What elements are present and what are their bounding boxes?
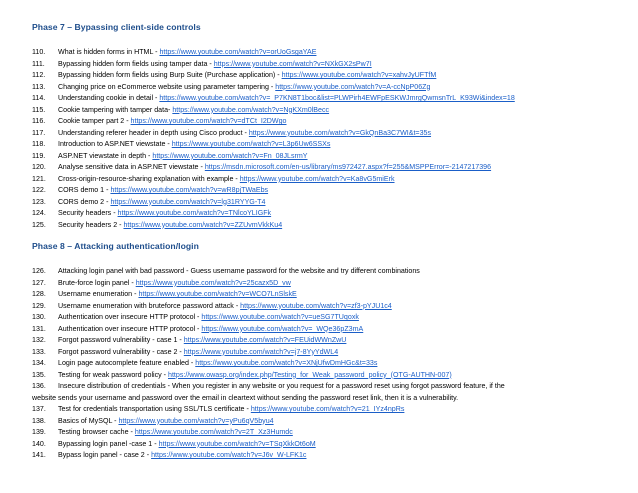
list-item-number: 120. xyxy=(32,163,46,171)
list-item-link[interactable]: https://www.youtube.com/watch?v=_WQe36pZ3mA xyxy=(201,324,364,333)
list-item xyxy=(32,47,638,59)
list-item xyxy=(32,347,638,359)
list-item-link[interactable]: https://www.youtube.com/watch?v=yPu6qV5byu4 xyxy=(118,416,274,425)
list-item-text xyxy=(58,427,293,439)
list-item-link[interactable]: https://www.youtube.com/watch?v=2T_Xz3Humdc xyxy=(134,428,293,436)
list-item xyxy=(32,220,638,232)
list-item-text xyxy=(58,151,308,163)
list-item xyxy=(32,139,638,151)
list-item-number: 141. xyxy=(32,451,46,459)
list-item xyxy=(32,185,638,197)
list-item-number: 115. xyxy=(32,105,46,114)
list-item-description: CORS demo 1 - xyxy=(58,186,111,194)
phase-7-list xyxy=(32,47,638,231)
list-item-number: 138. xyxy=(32,416,46,425)
list-item-number: 123. xyxy=(32,197,46,206)
list-item-number: 121. xyxy=(32,174,46,183)
list-item-number: 130. xyxy=(32,313,46,321)
list-item-link[interactable]: https://www.youtube.com/watch?v=21_IYz4npRs xyxy=(250,405,405,413)
list-item-description: Bypass login panel - case 2 - xyxy=(58,451,152,459)
list-item xyxy=(32,289,638,301)
list-item-number: 118. xyxy=(32,140,46,148)
list-item-link[interactable]: https://www.youtube.com/watch?v=Ka8vG5miErk xyxy=(239,174,395,183)
list-item-description: Authentication over insecure HTTP protocol - xyxy=(58,324,202,333)
list-item-link[interactable]: https://www.youtube.com/watch?v=FEUidWWnZwU xyxy=(183,336,347,344)
list-item-number: 116. xyxy=(32,117,46,125)
list-item-description: CORS demo 2 - xyxy=(58,197,111,206)
list-item-text xyxy=(58,450,306,462)
list-item-description: Authentication over insecure HTTP protocol - xyxy=(58,313,202,321)
list-item-number: 111. xyxy=(32,59,45,68)
list-item xyxy=(32,324,638,336)
list-item-description: Basics of MySQL - xyxy=(58,416,119,425)
list-item-text xyxy=(58,289,297,301)
list-item-description: Changing price on eCommerce website using parameter tampering - xyxy=(58,82,276,91)
list-item xyxy=(32,450,638,462)
list-item-text xyxy=(58,162,491,174)
list-item xyxy=(32,70,638,82)
list-item-continuation: website sends your username and password over the email in cleartext without sending the password reset link, then it is a vulnerability. xyxy=(32,393,459,402)
list-item-link[interactable]: https://www.youtube.com/watch?v=xahvJyUFTfM xyxy=(281,71,437,79)
list-item xyxy=(32,128,638,140)
list-item-number: 134. xyxy=(32,359,46,367)
list-item xyxy=(32,335,638,347)
list-item-number: 110. xyxy=(32,48,46,56)
list-item-link[interactable]: https://www.youtube.com/watch?v=NXkGX2sPw7I xyxy=(213,59,372,68)
list-item xyxy=(32,278,638,290)
list-item-text xyxy=(58,70,436,82)
list-item-text xyxy=(58,82,430,94)
list-item-link[interactable]: https://www.youtube.com/watch?v=TSqXkkOt6oM xyxy=(158,439,316,448)
list-item xyxy=(32,312,638,324)
list-item-text xyxy=(58,416,274,428)
list-item-text xyxy=(58,59,372,71)
list-item-number: 124. xyxy=(32,209,46,217)
list-item-description: Insecure distribution of credentials - When you register in any website or you request for a password reset using forgot password feature, if the xyxy=(58,382,505,390)
list-item-description: Security headers 2 - xyxy=(58,220,124,229)
list-item-link[interactable]: https://www.youtube.com/watch?v=ZZUvmVkkKu4 xyxy=(123,220,283,229)
list-item xyxy=(32,404,638,416)
list-item-text xyxy=(58,312,359,324)
list-item-number: 117. xyxy=(32,128,46,137)
list-item xyxy=(32,416,638,428)
phase-8-heading: Phase 8 – Attacking authentication/login xyxy=(32,241,199,251)
list-item-link[interactable]: https://www.youtube.com/watch?v=NgKXm0lBecc xyxy=(172,105,330,114)
list-item xyxy=(32,82,638,94)
list-item-number: 139. xyxy=(32,428,46,436)
list-item xyxy=(32,197,638,209)
list-item-description: Bypassing hidden form fields using Burp Suite (Purchase application) - xyxy=(58,71,282,79)
list-item-link[interactable]: https://www.youtube.com/watch?v=wR8pjTWaEbs xyxy=(110,186,269,194)
list-item xyxy=(32,151,638,163)
list-item-number: 128. xyxy=(32,290,46,298)
list-item-text xyxy=(58,220,282,232)
list-item-link[interactable]: https://www.youtube.com/watch?v=_P7KN8T1boc&list=PLWPirh4EWFpESKWJmrgQwmsnTrL_K93Wi&index=18 xyxy=(159,94,515,102)
list-item-link[interactable]: https://www.youtube.com/watch?v=WCO7LnSlskE xyxy=(138,290,297,298)
list-item-link[interactable]: https://www.youtube.com/watch?v=Fn_08JLsrmY xyxy=(152,151,308,160)
list-item-description: Cookie tamper part 2 - xyxy=(58,117,131,125)
list-item-link[interactable]: https://www.youtube.com/watch?v=A-ccNpP06Zg xyxy=(275,82,431,91)
list-item xyxy=(32,381,632,404)
list-item-description: ASP.NET viewstate in depth - xyxy=(58,151,153,160)
list-item-number: 131. xyxy=(32,324,46,333)
list-item-number: 122. xyxy=(32,186,46,194)
list-item-description: Cookie tampering with tamper data- xyxy=(58,105,173,114)
phase-7-heading: Phase 7 – Bypassing client-side controls xyxy=(32,22,201,32)
list-item-number: 129. xyxy=(32,301,46,310)
list-item-link[interactable]: https://www.youtube.com/watch?v=orUoGsgaYAE xyxy=(159,48,317,56)
list-item-text xyxy=(58,439,316,451)
list-item-description: Forgot password vulnerability - case 2 - xyxy=(58,347,184,356)
list-item-description: Forgot password vulnerability - case 1 - xyxy=(58,336,184,344)
list-item-number: 113. xyxy=(32,82,46,91)
list-item-first-line xyxy=(32,381,632,393)
list-item-number: 137. xyxy=(32,405,46,413)
list-item-link[interactable]: https://www.youtube.com/watch?v=zf3-pYJU1c4 xyxy=(240,301,392,310)
list-item-description: Understanding cookie in detail - xyxy=(58,94,160,102)
list-item xyxy=(32,162,638,174)
list-item xyxy=(32,105,638,117)
list-item-description: Analyse sensitive data in ASP.NET viewstate - xyxy=(58,163,205,171)
list-item-number: 135. xyxy=(32,370,46,379)
list-item xyxy=(32,93,638,105)
list-item-number: 140. xyxy=(32,439,46,448)
list-item-number: 125. xyxy=(32,220,46,229)
list-item-text xyxy=(58,347,338,359)
list-item-text xyxy=(58,381,505,393)
list-item-description: Introduction to ASP.NET viewstate - xyxy=(58,140,172,148)
list-item-description: Security headers - xyxy=(58,209,118,217)
list-item-text xyxy=(58,335,346,347)
list-item-description: Login page autocomplete feature enabled - xyxy=(58,359,196,367)
list-item-description: Bypassing hidden form fields using tamper data - xyxy=(58,59,214,68)
list-item xyxy=(32,427,638,439)
list-item xyxy=(32,439,638,451)
list-item-link[interactable]: https://www.youtube.com/watch?v=j7-8YyYdWL4 xyxy=(183,347,339,356)
list-item-description: Attacking login panel with bad password - Guess username password for the website and try different combinations xyxy=(58,267,420,275)
list-item-text xyxy=(58,278,291,290)
list-item-description: Testing for weak password policy - xyxy=(58,370,168,379)
list-item-text xyxy=(58,128,431,140)
list-item-text xyxy=(58,208,271,220)
list-item-description: Brute-force login panel - xyxy=(58,278,136,287)
list-item-link[interactable]: https://www.youtube.com/watch?v=L3p6Uw6SSXs xyxy=(171,140,331,148)
list-item-text xyxy=(58,197,265,209)
list-item-link[interactable]: https://www.youtube.com/watch?v=ueSG7TUqoxk xyxy=(201,313,359,321)
list-item-text xyxy=(58,324,363,336)
list-item-text xyxy=(58,116,286,128)
list-item-link[interactable]: https://www.owasp.org/index.php/Testing_for_Weak_password_policy_(OTG-AUTHN-007) xyxy=(168,370,452,379)
list-item-description: Testing browser cache - xyxy=(58,428,135,436)
list-item-description: Understanding referer header in depth using Cisco product - xyxy=(58,128,249,137)
list-item-number: 126. xyxy=(32,267,46,275)
list-item-text xyxy=(58,105,329,117)
list-item-text xyxy=(58,47,316,59)
list-item-number: 114. xyxy=(32,94,46,102)
list-item xyxy=(32,358,638,370)
list-item-text xyxy=(58,185,268,197)
list-item-link[interactable]: https://www.youtube.com/watch?v=lg31RYYG-T4 xyxy=(110,197,266,206)
list-item-link[interactable]: https://www.youtube.com/watch?v=dTCt_I2DWgo xyxy=(130,117,287,125)
list-item-number: 127. xyxy=(32,278,46,287)
list-item-text xyxy=(58,93,515,105)
list-item xyxy=(32,266,638,278)
list-item xyxy=(32,59,638,71)
list-item-text xyxy=(58,139,330,151)
list-item-text xyxy=(58,404,404,416)
list-item-link[interactable]: https://www.youtube.com/watch?v=25cazx5D_vw xyxy=(135,278,291,287)
list-item-number: 133. xyxy=(32,347,46,356)
list-item-text xyxy=(58,301,392,313)
list-item xyxy=(32,174,638,186)
list-item xyxy=(32,370,638,382)
list-item-description: Username enumeration with bruteforce password attack - xyxy=(58,301,241,310)
list-item-description: Bypassing login panel -case 1 - xyxy=(58,439,159,448)
list-item-number: 112. xyxy=(32,71,46,79)
list-item xyxy=(32,301,638,313)
list-item-number: 119. xyxy=(32,151,46,160)
list-item-description: What is hidden forms in HTML - xyxy=(58,48,160,56)
list-item-number: 132. xyxy=(32,336,46,344)
list-item-number: 136. xyxy=(32,382,46,390)
list-item-text xyxy=(58,370,452,382)
list-item-description: Cross-origin-resource-sharing explanation with example - xyxy=(58,174,240,183)
list-item-link[interactable]: https://msdn.microsoft.com/en-us/library/ms972427.aspx?f=255&MSPPError=-2147217396 xyxy=(204,163,492,171)
list-item-description: Test for credentials transportation using SSL/TLS certificate - xyxy=(58,405,251,413)
phase-8-list xyxy=(32,266,638,462)
list-item-link[interactable]: https://www.youtube.com/watch?v=XNjUfwDmHGc&t=33s xyxy=(195,359,378,367)
list-item-link[interactable]: https://www.youtube.com/watch?v=TNlcoYLIGFk xyxy=(117,209,272,217)
list-item-text xyxy=(58,266,420,278)
list-item xyxy=(32,116,638,128)
list-item-link[interactable]: https://www.youtube.com/watch?v=J6v_W-LFK1c xyxy=(151,451,307,459)
list-item xyxy=(32,208,638,220)
list-item-description: Username enumeration - xyxy=(58,290,139,298)
list-item-text xyxy=(58,358,377,370)
list-item-text xyxy=(58,174,395,186)
list-item-link[interactable]: https://www.youtube.com/watch?v=GkQnBa3C7WI&t=35s xyxy=(248,128,432,137)
